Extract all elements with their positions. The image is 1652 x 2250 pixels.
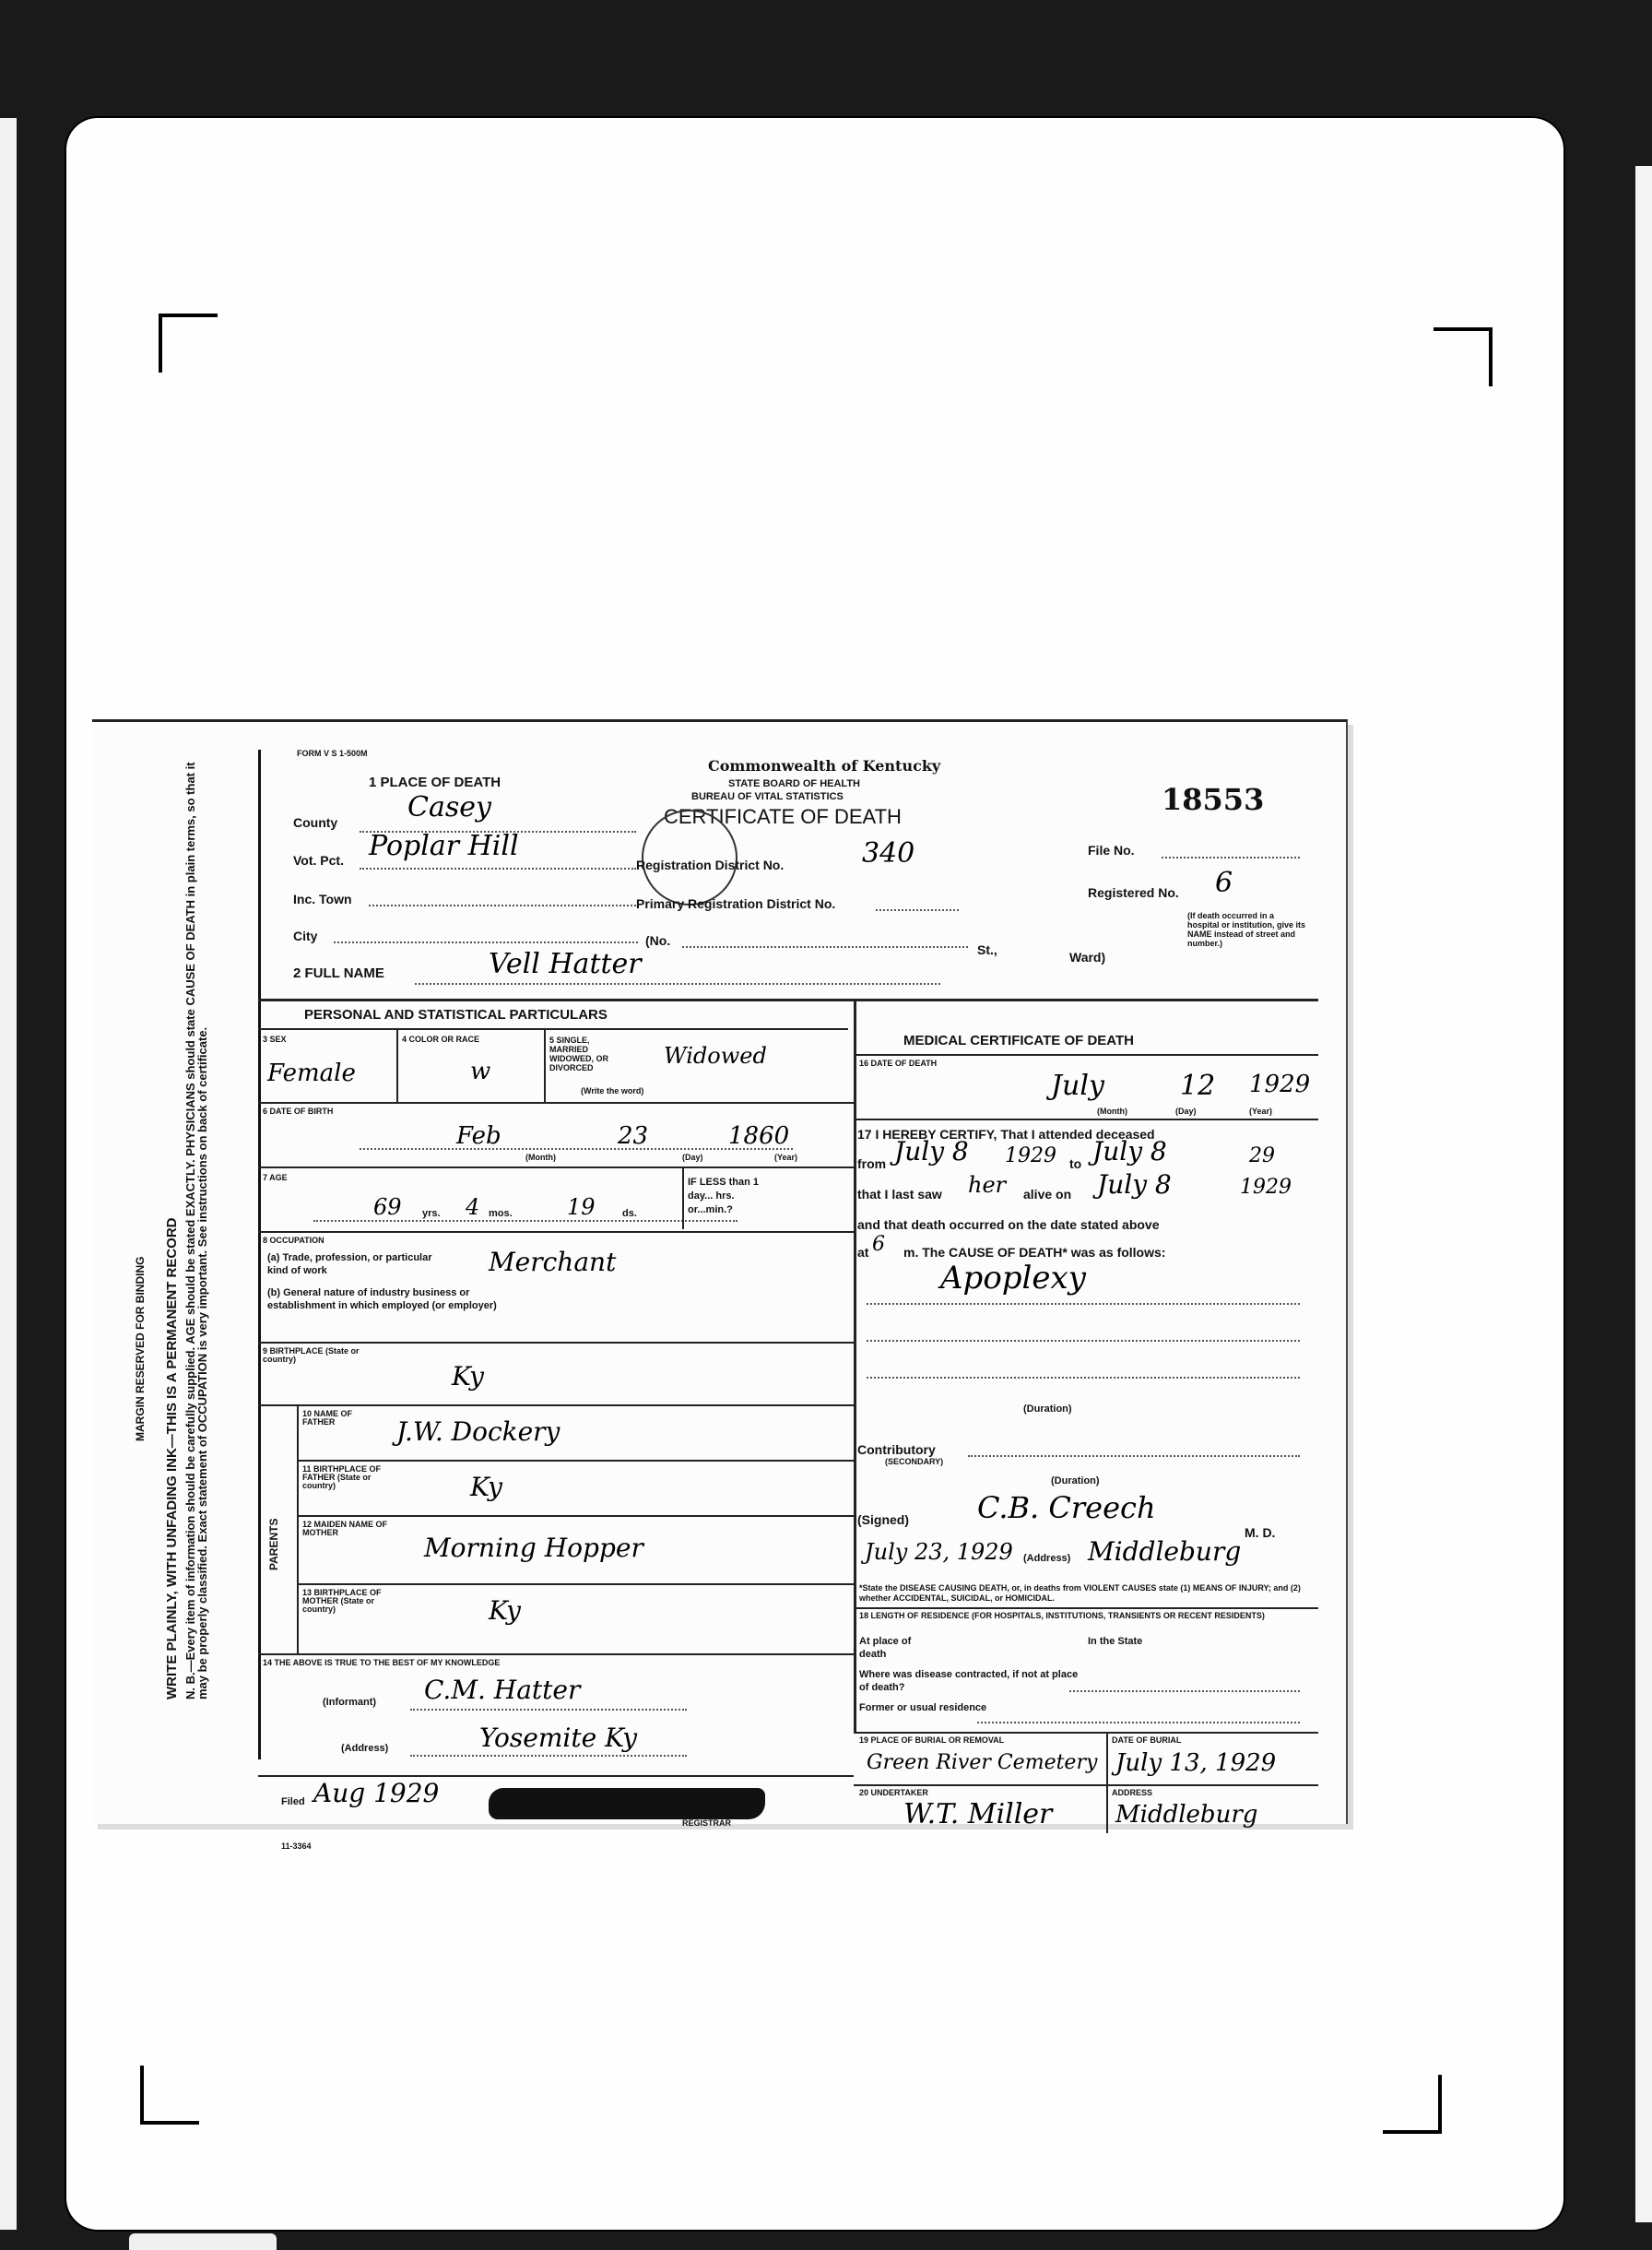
vot-pct-label: Vot. Pct. (293, 853, 344, 868)
margin-permanent-record-text: WRITE PLAINLY, WITH UNFADING INK—THIS IS A PERMANENT RECORD (164, 1217, 180, 1699)
medical-heading: MEDICAL CERTIFICATE OF DEATH (903, 1033, 1134, 1048)
marital-note: (Write the word) (581, 1086, 644, 1095)
age-months-caption: mos. (489, 1208, 513, 1219)
if-less-label: IF LESS than 1 day... hrs. or...min.? (688, 1177, 760, 1215)
to-year-value: 29 (1249, 1144, 1275, 1167)
signed-value: C.B. Creech (977, 1490, 1156, 1525)
mother-label: 12 MAIDEN NAME OF MOTHER (302, 1520, 388, 1537)
former-residence-label: Former or usual residence (859, 1702, 987, 1713)
marital-label: 5 SINGLE, MARRIED WIDOWED, OR DIVORCED (549, 1036, 608, 1072)
from-year-value: 1929 (1005, 1144, 1056, 1167)
form-number: FORM V S 1-500M (297, 749, 368, 758)
city-label: City (293, 929, 318, 943)
board-heading: STATE BOARD OF HEALTH (728, 778, 860, 789)
street-no-label: (No. (645, 933, 671, 948)
death-month-caption: (Month) (1097, 1107, 1127, 1116)
full-name-label: 2 FULL NAME (293, 965, 384, 981)
dob-year-value: 1860 (728, 1122, 790, 1150)
age-years-caption: yrs. (422, 1208, 441, 1219)
margin-instructions-text: N. B.—Every item of information should be carefully supplied. AGE should be stated EXACTLY. PHYSICIANS should state CAUSE OF DEATH in plain terms, so that it may be properly classified. Exact statement of OCCUPATION is very important. See instructions on back of certificate. (183, 762, 209, 1699)
margin-reserved-text: MARGIN RESERVED FOR BINDING (134, 1256, 147, 1441)
age-years-value: 69 (373, 1194, 402, 1220)
burial-date-value: July 13, 1929 (1115, 1749, 1277, 1777)
dob-year-caption: (Year) (774, 1153, 798, 1162)
physician-address-value: Middleburg (1088, 1536, 1242, 1567)
age-days-caption: ds. (622, 1208, 637, 1219)
informant-address-label: (Address) (341, 1743, 389, 1754)
birthplace-value: Ky (452, 1361, 484, 1391)
dob-label: 6 DATE OF BIRTH (263, 1107, 334, 1116)
hospital-note: (If death occurred in a hospital or institution, give its NAME instead of street and number.) (1187, 911, 1306, 948)
dob-day-value: 23 (618, 1122, 649, 1150)
contributory-label: Contributory (857, 1442, 936, 1457)
md-label: M. D. (1245, 1525, 1276, 1540)
signed-label: (Signed) (857, 1512, 909, 1527)
full-name-value: Vell Hatter (489, 948, 642, 980)
filed-value: Aug 1929 (313, 1778, 440, 1808)
mother-birthplace-value: Ky (489, 1595, 521, 1626)
contributory-duration-label: (Duration) (1051, 1475, 1100, 1486)
registered-no-label: Registered No. (1088, 885, 1179, 900)
mother-value: Morning Hopper (424, 1533, 643, 1563)
file-no-label: File No. (1088, 843, 1135, 858)
inc-town-label: Inc. Town (293, 892, 352, 906)
sex-label: 3 SEX (263, 1035, 287, 1044)
color-label: 4 COLOR OR RACE (402, 1035, 480, 1044)
date-of-death-label: 16 DATE OF DEATH (859, 1059, 938, 1068)
marital-value: Widowed (664, 1043, 767, 1069)
dob-month-value: Feb (456, 1122, 502, 1150)
registered-no-value: 6 (1215, 867, 1233, 899)
age-days-value: 19 (567, 1194, 596, 1220)
residence-label: 18 LENGTH OF RESIDENCE (FOR HOSPITALS, INSTITUTIONS, TRANSIENTS OR RECENT RESIDENTS) (859, 1611, 1265, 1620)
adjacent-frame-right (1635, 166, 1652, 2222)
death-year-value: 1929 (1249, 1071, 1311, 1098)
burial-date-label: DATE OF BURIAL (1112, 1735, 1182, 1745)
at-label: at (857, 1245, 869, 1260)
undertaker-label: 20 UNDERTAKER (859, 1788, 928, 1797)
in-state-label: In the State (1088, 1636, 1143, 1647)
to-label: to (1069, 1156, 1082, 1171)
age-months-value: 4 (466, 1194, 480, 1220)
filed-label: Filed (281, 1796, 305, 1807)
bureau-heading: BUREAU OF VITAL STATISTICS (691, 791, 844, 802)
birthplace-label: 9 BIRTHPLACE (State or country) (263, 1346, 360, 1364)
cause-text: m. The CAUSE OF DEATH* was as follows: (903, 1245, 1166, 1260)
registration-district-label: Registration District No. (636, 858, 785, 872)
occupation-value: Merchant (489, 1247, 617, 1277)
alive-on-label: alive on (1023, 1187, 1072, 1202)
contracted-label: Where was disease contracted, if not at place of death? (859, 1669, 1079, 1693)
informant-value: C.M. Hatter (424, 1675, 581, 1705)
from-label: from (857, 1156, 887, 1171)
duration-label: (Duration) (1023, 1403, 1072, 1415)
dob-day-caption: (Day) (682, 1153, 703, 1162)
parents-side-label: PARENTS (267, 1518, 280, 1570)
death-certificate (92, 719, 1348, 1851)
secondary-label: (SECONDARY) (885, 1457, 944, 1466)
commonwealth-heading: Commonwealth of Kentucky (708, 757, 941, 775)
personal-heading: PERSONAL AND STATISTICAL PARTICULARS (304, 1007, 608, 1023)
burial-place-label: 19 PLACE OF BURIAL OR REMOVAL (859, 1735, 1005, 1745)
last-saw-label: that I last saw (857, 1187, 942, 1202)
adjacent-frame-left (0, 118, 17, 2230)
time-of-death-value: 6 (872, 1233, 885, 1256)
death-month-value: July (1051, 1070, 1104, 1102)
occupation-label: 8 OCCUPATION (263, 1236, 324, 1245)
occupation-a-label: (a) Trade, profession, or particular kind of work (267, 1252, 432, 1276)
death-day-value: 12 (1180, 1070, 1216, 1102)
father-birthplace-value: Ky (470, 1472, 502, 1502)
informant-address-value: Yosemite Ky (479, 1723, 638, 1753)
county-value: Casey (407, 791, 491, 823)
cause-value: Apoplexy (940, 1260, 1086, 1297)
age-label: 7 AGE (263, 1173, 288, 1182)
father-value: J.W. Dockery (396, 1416, 560, 1447)
column-divider (854, 999, 856, 1732)
street-label: St., (977, 942, 997, 957)
crop-mark-bottom-left (140, 2066, 199, 2125)
crop-mark-top-right (1434, 327, 1493, 386)
occupation-b-label: (b) General nature of industry business or establishment in which employed (or employer) (267, 1287, 497, 1311)
print-code: 11-3364 (281, 1841, 312, 1851)
father-label: 10 NAME OF FATHER (302, 1409, 353, 1427)
redacted-registrar-signature (489, 1788, 765, 1819)
last-saw-pronoun: her (968, 1172, 1007, 1198)
undertaker-value: W.T. Miller (903, 1798, 1053, 1830)
county-label: County (293, 815, 338, 830)
knowledge-label: 14 THE ABOVE IS TRUE TO THE BEST OF MY KNOWLEDGE (263, 1658, 501, 1667)
primary-district-label: Primary Registration District No. (636, 896, 836, 911)
section-divider (258, 999, 1318, 1001)
alive-on-year-value: 1929 (1240, 1176, 1292, 1199)
cause-footnote: *State the DISEASE CAUSING DEATH, or, in deaths from VIOLENT CAUSES state (1) MEANS OF INJURY; and (2) whether ACCIDENTAL, SUICIDAL, or HOMICIDAL. (859, 1583, 1301, 1603)
crop-mark-bottom-right (1383, 2075, 1442, 2134)
certify-text: 17 I HEREBY CERTIFY, That I attended deceased (857, 1127, 1155, 1142)
crop-mark-top-left (159, 314, 218, 373)
place-of-death-label: 1 PLACE OF DEATH (369, 775, 502, 790)
adjacent-frame-tab (129, 2233, 277, 2250)
registration-district-value: 340 (862, 837, 915, 870)
at-place-label: At place of death (859, 1636, 912, 1660)
undertaker-address-label: ADDRESS (1112, 1788, 1153, 1797)
physician-address-label: (Address) (1023, 1553, 1071, 1564)
color-value: w (470, 1058, 491, 1085)
to-value: July 8 (1092, 1136, 1167, 1166)
occurred-text: and that death occurred on the date stated above (857, 1217, 1160, 1232)
registrar-label: REGISTRAR (682, 1818, 732, 1828)
dob-month-caption: (Month) (525, 1153, 556, 1162)
alive-on-value: July 8 (1097, 1169, 1172, 1200)
margin-rule (258, 750, 261, 1759)
sex-value: Female (267, 1060, 356, 1087)
from-value: July 8 (894, 1136, 969, 1166)
informant-label: (Informant) (323, 1697, 377, 1708)
certificate-title: CERTIFICATE OF DEATH (664, 805, 902, 828)
vot-pct-value: Poplar Hill (369, 830, 519, 862)
mother-birthplace-label: 13 BIRTHPLACE OF MOTHER (State or country) (302, 1588, 382, 1614)
burial-place-value: Green River Cemetery (867, 1751, 1098, 1774)
undertaker-address-value: Middleburg (1115, 1801, 1258, 1829)
father-birthplace-label: 11 BIRTHPLACE OF FATHER (State or country) (302, 1464, 382, 1490)
signed-date-value: July 23, 1929 (865, 1539, 1013, 1565)
death-day-caption: (Day) (1175, 1107, 1197, 1116)
death-year-caption: (Year) (1249, 1107, 1273, 1116)
ward-label: Ward) (1069, 950, 1106, 965)
certificate-number: 18553 (1162, 782, 1265, 817)
